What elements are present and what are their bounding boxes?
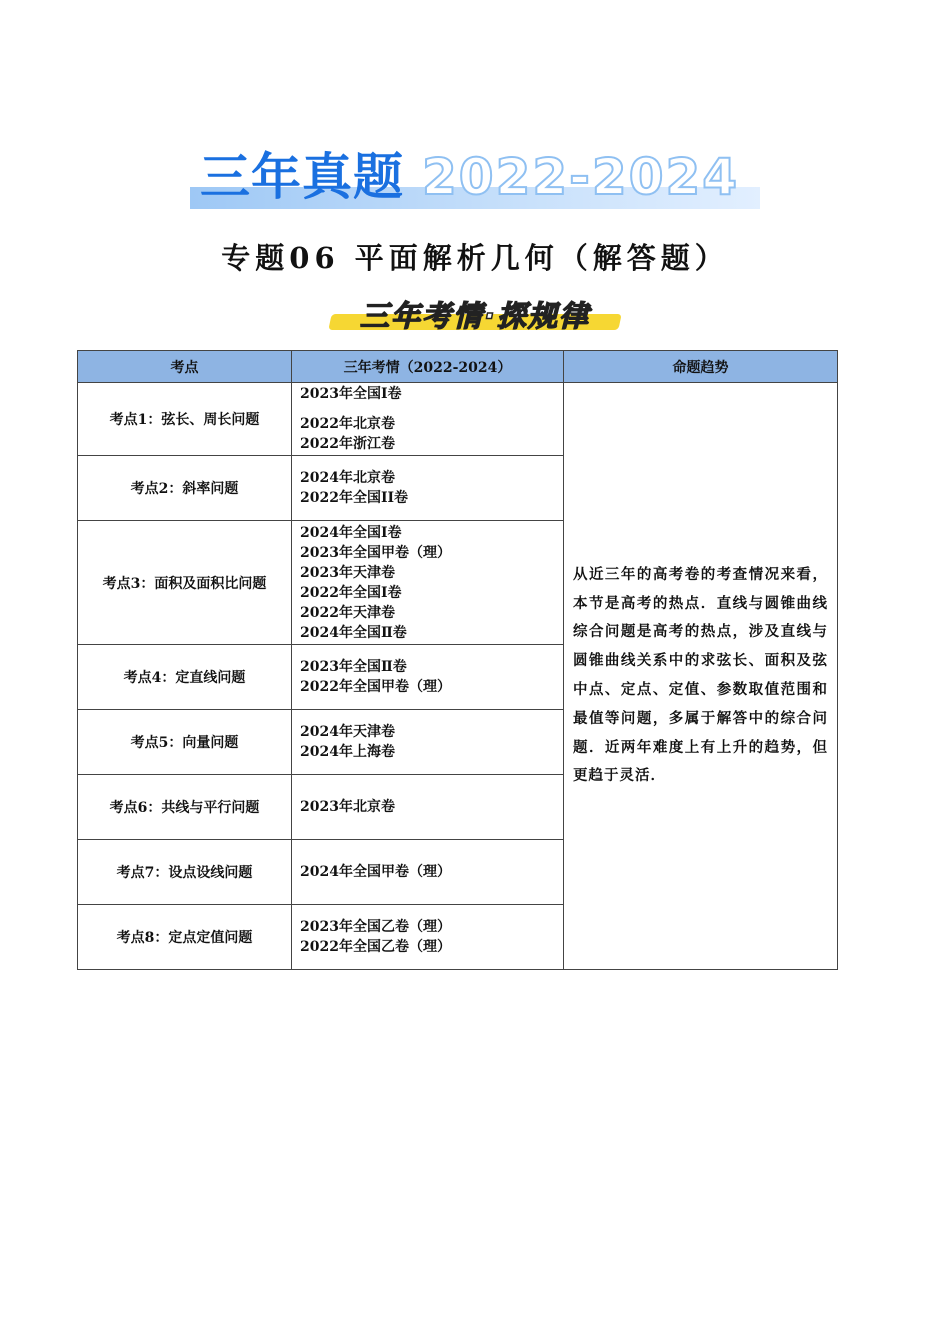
exam-topic-table [77,350,838,970]
exam-item: 2024年上海卷 [300,744,395,760]
exam-item: 2024年全国甲卷（理） [300,864,451,880]
exam-item: 2022年全国I卷 [300,584,402,601]
exam-item: 2024年全国Ⅰ卷 [300,524,402,541]
exam-item: 2022年北京卷 [300,416,395,432]
exam-item: 2024年全国Ⅱ卷 [300,624,407,641]
banner-left-text: 三年真题 [200,148,404,206]
exams-cell [292,521,564,645]
exams-cell [292,905,564,970]
header-trend: 命题趋势 [564,351,838,383]
topic-cell: 考点8：定点定值问题 [78,905,292,970]
exams-cell [292,775,564,840]
exam-item: 2022年全国乙卷（理） [300,939,451,955]
header-exams: 三年考情（2022-2024） [292,351,564,383]
banner [190,145,760,209]
exams-cell [292,383,564,456]
exam-item: 2022年浙江卷 [300,436,395,452]
banner-year-range: 2022-2024 [422,148,740,206]
table-header-row [78,351,838,383]
topic-cell: 考点4：定直线问题 [78,645,292,710]
exam-item: 2023年北京卷 [300,799,395,815]
topic-cell: 考点5：向量问题 [78,710,292,775]
exam-item: 2023年全国Ⅱ卷 [300,659,407,675]
topic-cell: 考点7：设点设线问题 [78,840,292,905]
page-title: 专题06 平面解析几何（解答题） [221,241,729,275]
topic-cell: 考点6：共线与平行问题 [78,775,292,840]
topic-cell: 考点2：斜率问题 [78,456,292,521]
exams-cell [292,645,564,710]
trend-cell: 从近三年的高考卷的考查情况来看，本节是高考的热点．直线与圆锥曲线综合问题是高考的热点，涉及直线与圆锥曲线关系中的求弦长、面积及弦中点、定点、定值、参数取值范围和最值等问题，多属于解答中的综合问题．近两年难度上有上升的趋势，但更趋于灵活． [564,383,838,970]
header-topic: 考点 [78,351,292,383]
exam-item: 2023年全国甲卷（理） [300,544,451,561]
exam-item: 2024年天津卷 [300,724,395,740]
exams-cell [292,840,564,905]
exam-item: 2022年天津卷 [300,604,395,621]
exams-cell [292,710,564,775]
exam-item: 2022年全国甲卷（理） [300,679,451,695]
topic-cell: 考点3：面积及面积比问题 [78,521,292,645]
sub-banner [330,296,620,336]
exam-item: 2024年北京卷 [300,470,395,486]
table-row [78,383,838,456]
exam-item: 2023年全国乙卷（理） [300,919,451,935]
exams-cell [292,456,564,521]
sub-banner-text: 三年考情·探规律 [359,299,591,333]
exam-item: 2023年天津卷 [300,564,395,581]
exam-item: 2022年全国II卷 [300,490,409,506]
exam-item: 2023年全国Ⅰ卷 [300,386,402,402]
topic-cell: 考点1：弦长、周长问题 [78,383,292,456]
